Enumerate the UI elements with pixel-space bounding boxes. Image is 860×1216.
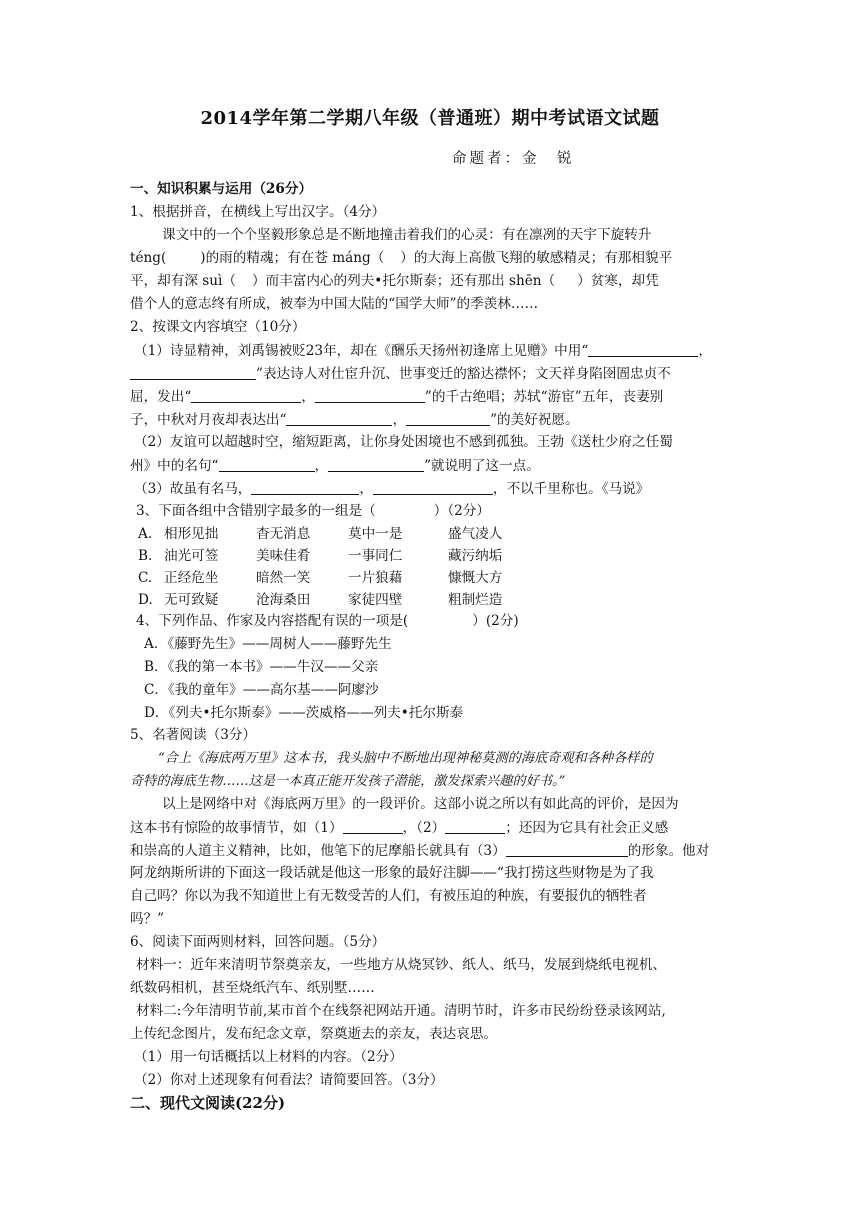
q4-option-c: C．《我的童年》——高尔基——阿廖沙 (144, 682, 379, 698)
q6-material1-line2: 纸数码相机，甚至烧纸汽车、纸别墅…… (130, 980, 375, 996)
q3-option-letter: C. (138, 570, 153, 586)
q3-option-phrase: 一片狼藉 (348, 570, 403, 586)
q2-blank-3[interactable] (191, 390, 301, 403)
q5-text-line3 (130, 844, 709, 859)
q5-l2-part-c: ；还因为它具有社会正义感 (505, 820, 669, 836)
q2-heading: 2、按课文内容填空（10分） (130, 319, 306, 335)
q4-heading (136, 615, 519, 629)
q2-l6-part-c: ”就说明了这一点。 (424, 458, 540, 474)
q3-option-letter: A. (138, 526, 153, 542)
q6-subquestion-2: （2）你对上述现象有何看法？请简要回答。（3分） (134, 1072, 444, 1088)
q5-l2-part-a: 这本书有惊险的故事情节，如（1） (130, 820, 343, 836)
q6-material1-line1: 材料一：近年来清明节祭奠亲友，一些地方从烧冥钞、纸人、纸马，发展到烧纸电视机、 (136, 957, 667, 973)
q2-blank-6[interactable] (406, 413, 490, 426)
q2-text-line5: （2）友谊可以超越时空，缩短距离，让你身处困境也不感到孤独。王勃《送杜少府之任蜀 (134, 434, 673, 450)
q2-l3-part-c: ”的千古绝唱；苏轼“游宦”五年，丧妻别 (424, 389, 664, 405)
q2-l3-part-a: 屈，发出“ (130, 389, 192, 405)
q3-option-phrase: 粗制烂造 (448, 592, 503, 608)
q4-heading-tail: ）(2分) (472, 613, 519, 629)
q2-l7-part-b: ， (359, 481, 373, 497)
q5-text-line4: 阿龙纳斯所讲的下面这一段话就是他这一形象的最好注脚——“我打捞这些财物是为了我 (130, 865, 654, 881)
q3-option-phrase: 暗然一笑 (256, 570, 311, 586)
q5-blank-1[interactable] (343, 821, 403, 834)
q6-heading: 6、阅读下面两则材料，回答问题。（5分） (130, 934, 386, 950)
q2-blank-1[interactable] (588, 344, 698, 357)
q3-heading (136, 505, 490, 519)
q5-l2-part-b: ，（2） (402, 820, 446, 836)
q5-text-line6: 吗？” (130, 911, 165, 927)
q4-heading-text: 4、下列作品、作家及内容搭配有误的一项是( (136, 613, 409, 629)
q2-blank-2[interactable] (130, 367, 256, 380)
q1-text-line1: 课文中的一个个坚毅形象总是不断地撞击着我们的心灵：有在凛冽的天宇下旋转升 (162, 227, 652, 243)
q5-blank-3[interactable] (506, 844, 628, 857)
q3-option-phrase: 杳无消息 (256, 526, 311, 542)
q2-blank-10[interactable] (373, 482, 493, 495)
q4-option-a: A．《藤野先生》——周树人——藤野先生 (144, 636, 392, 652)
q5-l3-part-a: 和崇高的人道主义精神，比如，他笔下的尼摩船长就具有（3） (130, 843, 506, 859)
q2-l1-part-a: （1）诗显精神，刘禹锡被贬23年，却在《酬乐天扬州初逢席上见赠》中用“ (134, 343, 589, 359)
q2-blank-7[interactable] (219, 459, 315, 472)
q6-material2-line2: 上传纪念图片，发布纪念文章，祭奠逝去的亲友，表达哀思。 (130, 1026, 498, 1042)
q4-option-b: B．《我的第一本书》——牛汉——父亲 (144, 659, 379, 675)
q3-option-phrase: 盛气凌人 (448, 526, 503, 542)
q1-l2-part-b: )的雨的精魂；有在苍 máng（ (200, 250, 385, 266)
q1-l3-part-b: ）而丰富内心的列夫•托尔斯泰；还有那出 shēn（ (251, 273, 556, 289)
q1-l3-part-a: 平，却有深 suì（ (130, 273, 236, 289)
section-2-heading: 二、现代文阅读(22分) (130, 1094, 286, 1112)
q3-option-phrase: 相形见拙 (164, 526, 219, 542)
q2-l4-part-c: ”的美好祝愿。 (490, 412, 579, 428)
q2-blank-5[interactable] (286, 413, 392, 426)
q3-option-phrase: 一事同仁 (348, 548, 403, 564)
q5-text-line5: 自己吗？你以为我不知道世上有无数受苦的人们，有被压迫的种族，有要报仇的牺牲者 (130, 888, 647, 904)
q3-option-phrase: 正经危坐 (164, 570, 219, 586)
q3-option-phrase: 家徒四壁 (348, 592, 403, 608)
q2-l6-part-a: 州》中的名句“ (130, 458, 219, 474)
q5-l3-part-b: 的形象。他对 (627, 843, 710, 859)
q4-option-d: D．《列夫•托尔斯泰》——茨威格——列夫•托尔斯泰 (144, 705, 464, 721)
q2-l7-part-c: ，不以千里称也。《马说》 (493, 481, 650, 497)
q2-text-line2 (130, 367, 671, 382)
q2-l4-part-a: 子，中秋对月夜却表达出“ (130, 412, 287, 428)
q3-option-phrase: 美味佳肴 (256, 548, 311, 564)
q2-l1-part-b: ， (698, 343, 712, 359)
q1-text-line3 (130, 275, 659, 289)
q3-option-phrase: 沧海桑田 (256, 592, 311, 608)
q3-option-letter: B. (138, 548, 153, 564)
q3-heading-text: 3、下面各组中含错别字最多的一组是（ (136, 503, 376, 519)
q5-heading: 5、名著阅读（3分） (130, 727, 257, 743)
q2-l6-part-b: ， (314, 458, 329, 474)
q6-subquestion-1: （1）用一句话概括以上材料的内容。（2分） (134, 1049, 403, 1065)
q6-material2-line1: 材料二:今年清明节前,某市首个在线祭祀网站开通。清明节时，许多市民纷纷登录该网站, (136, 1003, 666, 1019)
q1-l2-part-a: téng( (130, 250, 167, 266)
section-1-heading: 一、知识积累与运用（26分） (130, 181, 313, 197)
q1-l3-part-c: ）贫寒，却凭 (577, 273, 659, 289)
q2-l7-part-a: （3）故虽有名马， (134, 481, 252, 497)
q2-text-line1 (134, 344, 712, 359)
exam-title: 2014学年第二学期八年级（普通班）期中考试语文试题 (200, 108, 660, 129)
q3-option-phrase: 油光可签 (164, 548, 219, 564)
q5-quote-line1: “合上《海底两万里》这本书，我头脑中不断地出现神秘莫测的海底奇观和各种各样的 (158, 751, 653, 766)
q3-option-phrase: 慷慨大方 (448, 570, 503, 586)
q1-text-line2 (130, 252, 672, 266)
q3-heading-tail: ）（2分） (433, 503, 490, 519)
q2-text-line6 (130, 459, 540, 474)
q2-text-line7 (134, 482, 649, 497)
q2-blank-4[interactable] (315, 390, 425, 403)
q5-blank-2[interactable] (445, 821, 505, 834)
q1-heading: 1、根据拼音，在横线上写出汉字。（4分） (130, 204, 386, 220)
q1-text-line4: 借个人的意志终有所成，被奉为中国大陆的“国学大师”的季羡林…… (130, 296, 539, 312)
q5-text-line1: 以上是网络中对《海底两万里》的一段评价。这部小说之所以有如此高的评价，是因为 (162, 796, 679, 812)
q2-text-line4 (130, 413, 579, 428)
q3-option-phrase: 藏污纳垢 (448, 548, 503, 564)
q5-text-line2 (130, 821, 668, 836)
q2-blank-8[interactable] (328, 459, 424, 472)
q3-option-phrase: 无可致疑 (164, 592, 219, 608)
q2-l2-text: ”表达诗人对仕宦升沉、世事变迁的豁达襟怀；文天祥身陷囹圄忠贞不 (256, 366, 671, 382)
q2-l4-part-b: ， (392, 412, 407, 428)
exam-author: 命题者：金 锐 (452, 151, 575, 167)
q2-blank-9[interactable] (251, 482, 359, 495)
q5-quote-line2: 奇特的海底生物……这是一本真正能开发孩子潜能，激发探索兴趣的好书。” (130, 774, 566, 789)
q1-l2-part-c: ）的大海上高傲飞翔的敏感精灵；有那相貌平 (400, 250, 673, 266)
q3-option-letter: D. (138, 592, 153, 608)
q3-option-phrase: 莫中一是 (348, 526, 403, 542)
q2-l3-part-b: ， (301, 389, 315, 405)
q2-text-line3 (130, 390, 663, 405)
